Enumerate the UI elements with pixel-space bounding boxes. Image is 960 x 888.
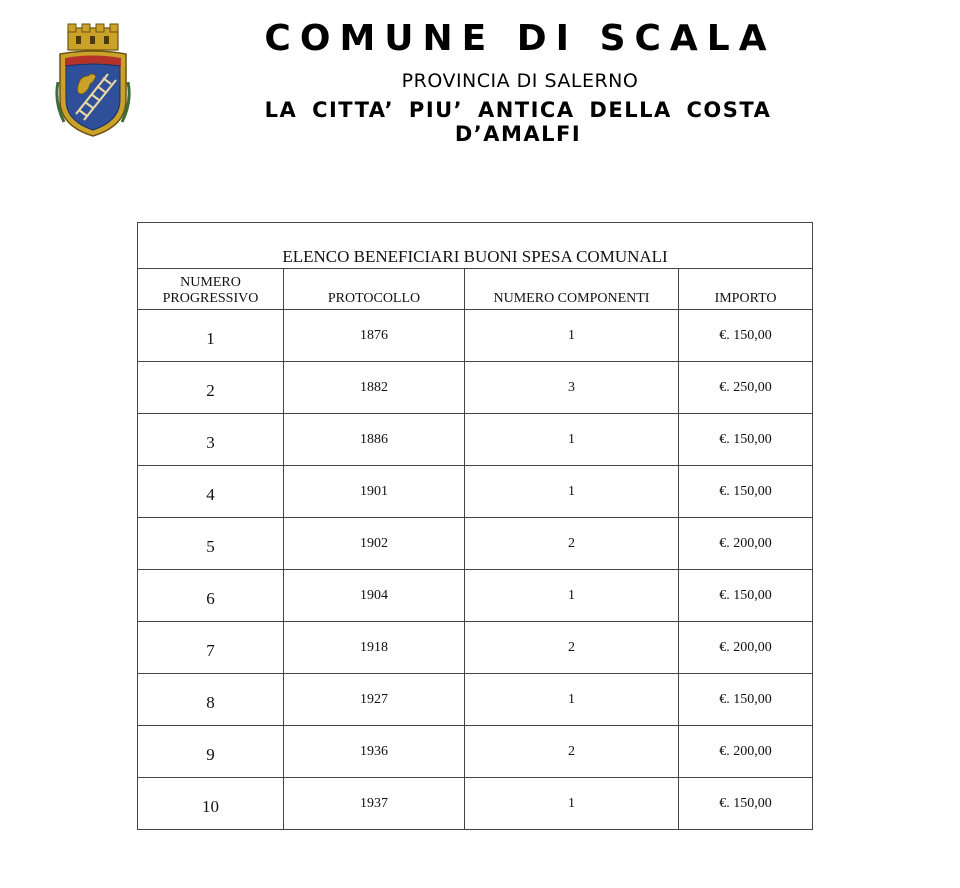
column-header-numero-line2: PROGRESSIVO [162, 291, 259, 306]
cell-importo: €. 150,00 [679, 570, 813, 622]
cell-componenti: 1 [465, 414, 679, 466]
cell-numero: 3 [138, 414, 284, 466]
cell-numero: 9 [138, 726, 284, 778]
cell-importo: €. 150,00 [679, 414, 813, 466]
table-row [138, 414, 813, 466]
cell-importo: €. 200,00 [679, 726, 813, 778]
table-row [138, 362, 813, 414]
cell-componenti: 1 [465, 674, 679, 726]
cell-importo: €. 150,00 [679, 674, 813, 726]
beneficiaries-table [137, 222, 813, 830]
cell-importo: €. 150,00 [679, 466, 813, 518]
cell-protocollo: 1876 [284, 310, 465, 362]
column-header-protocollo: PROTOCOLLO [284, 269, 465, 310]
cell-numero: 1 [138, 310, 284, 362]
cell-numero: 5 [138, 518, 284, 570]
column-header-componenti: NUMERO COMPONENTI [465, 269, 679, 310]
cell-protocollo: 1902 [284, 518, 465, 570]
cell-protocollo: 1927 [284, 674, 465, 726]
cell-protocollo: 1901 [284, 466, 465, 518]
cell-numero: 4 [138, 466, 284, 518]
cell-componenti: 1 [465, 466, 679, 518]
cell-importo: €. 200,00 [679, 518, 813, 570]
table-row [138, 518, 813, 570]
table-caption: ELENCO BENEFICIARI BUONI SPESA COMUNALI [138, 223, 813, 269]
cell-componenti: 2 [465, 518, 679, 570]
table-row [138, 726, 813, 778]
cell-protocollo: 1936 [284, 726, 465, 778]
cell-componenti: 1 [465, 570, 679, 622]
table-row [138, 674, 813, 726]
table-row [138, 778, 813, 830]
table-row [138, 310, 813, 362]
cell-numero: 10 [138, 778, 284, 830]
column-header-importo: IMPORTO [679, 269, 813, 310]
municipality-title: COMUNE DI SCALA [264, 18, 776, 59]
cell-componenti: 2 [465, 726, 679, 778]
table-row [138, 466, 813, 518]
cell-importo: €. 200,00 [679, 622, 813, 674]
cell-importo: €. 250,00 [679, 362, 813, 414]
cell-importo: €. 150,00 [679, 310, 813, 362]
cell-protocollo: 1918 [284, 622, 465, 674]
cell-componenti: 1 [465, 310, 679, 362]
cell-protocollo: 1886 [284, 414, 465, 466]
column-header-numero-line1: NUMERO [180, 275, 241, 290]
table-header-row [138, 269, 813, 310]
cell-numero: 2 [138, 362, 284, 414]
table-row [138, 622, 813, 674]
cell-numero: 7 [138, 622, 284, 674]
cell-componenti: 3 [465, 362, 679, 414]
cell-componenti: 1 [465, 778, 679, 830]
cell-protocollo: 1882 [284, 362, 465, 414]
cell-importo: €. 150,00 [679, 778, 813, 830]
table-row [138, 570, 813, 622]
cell-protocollo: 1937 [284, 778, 465, 830]
column-header-numero [138, 269, 284, 310]
city-tagline: LA CITTA’ PIU’ ANTICA DELLA COSTA D’AMALFI [264, 98, 772, 146]
coat-of-arms-icon [54, 22, 132, 138]
cell-numero: 6 [138, 570, 284, 622]
table-caption-row [138, 223, 813, 269]
cell-numero: 8 [138, 674, 284, 726]
province-subtitle: PROVINCIA DI SALERNO [401, 70, 639, 92]
cell-componenti: 2 [465, 622, 679, 674]
cell-protocollo: 1904 [284, 570, 465, 622]
